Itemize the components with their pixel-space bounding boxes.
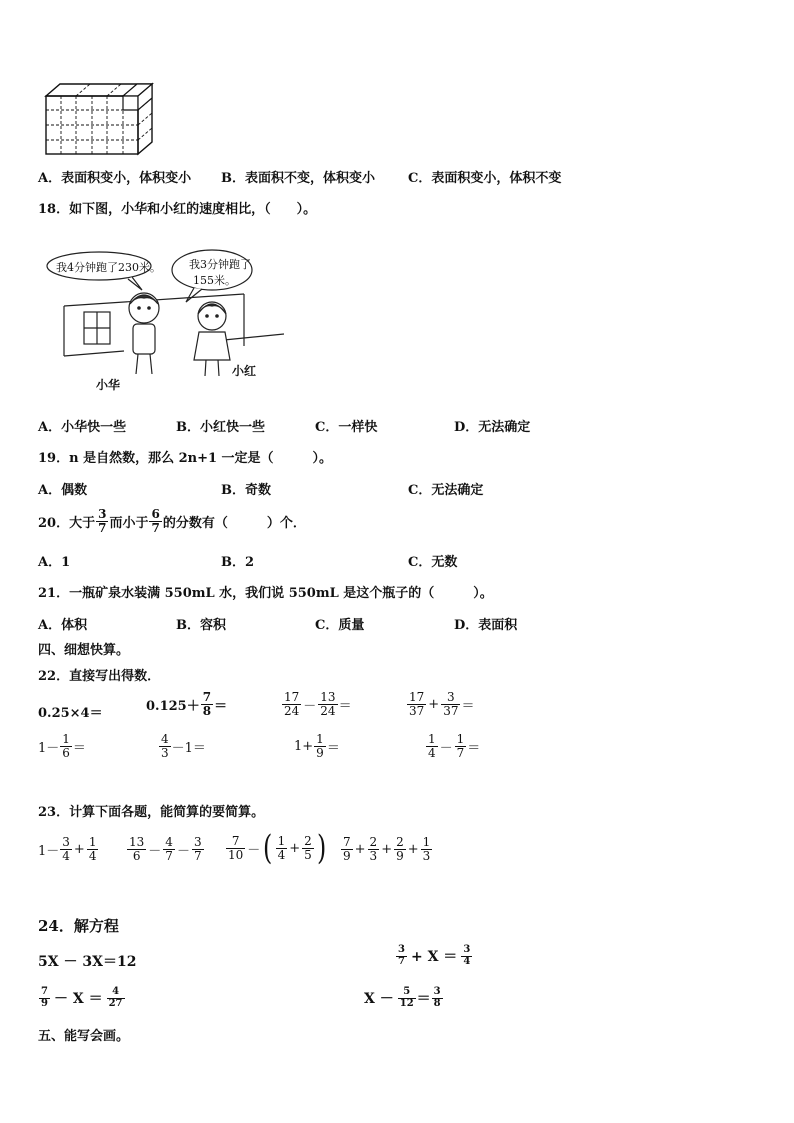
q19-stem: 19．n 是自然数，那么 2n+1 一定是（ ）。	[38, 451, 333, 466]
q18-bubble-xiaohong-line1: 我3分钟跑了	[189, 258, 251, 271]
q17-option-a[interactable]: A．表面积变小，体积变小	[38, 171, 192, 186]
q19-option-b[interactable]: B．奇数	[221, 483, 271, 498]
q22-expr-1: 0.25×4＝	[38, 705, 103, 721]
q22-expr-8: $\frac{1}{4}$ － $\frac{1}{7}$ ＝	[428, 732, 481, 760]
q18-bubble-xiaohong-line2: 155米。	[193, 274, 236, 287]
q22-expr-7: 1+ $\frac{1}{9}$ ＝	[294, 732, 340, 760]
q23-expr-a: 1－ $\frac{3}{4}$ + $\frac{1}{4}$	[38, 835, 97, 863]
q19-option-c[interactable]: C．无法确定	[408, 483, 484, 498]
q20-option-c[interactable]: C．无数	[408, 555, 458, 570]
q18-label-xiaohua: 小华	[96, 378, 121, 392]
q23-expr-c: $\frac{7}{10}$ － ( $\frac{1}{4}$ + $\frac{2}{5}$ )	[228, 828, 327, 868]
q18-option-c[interactable]: C．一样快	[315, 420, 378, 435]
q17-option-c[interactable]: C．表面积变小，体积不变	[408, 171, 562, 186]
q21-stem: 21．一瓶矿泉水装满 550mL 水，我们说 550mL 是这个瓶子的（ ）。	[38, 586, 493, 601]
q20-fraction-lower: $\frac{3}{7}$	[98, 507, 107, 535]
q18-label-xiaohong: 小红	[232, 364, 257, 378]
q18-option-d[interactable]: D．无法确定	[454, 420, 531, 435]
q24-equation-3: $\frac{7}{9}$ － X ＝ $\frac{4}{27}$	[41, 986, 123, 1009]
q22-expr-4: $\frac{17}{37}$ + $\frac{3}{37}$ ＝	[409, 690, 475, 718]
q22-expr-5: 1－ $\frac{1}{6}$ ＝	[38, 732, 86, 760]
q21-option-c[interactable]: C．质量	[315, 618, 365, 633]
q20-prefix: 20．大于	[38, 515, 96, 531]
cuboid-figure	[44, 82, 154, 157]
q17-option-b[interactable]: B．表面积不变，体积变小	[221, 171, 375, 186]
q20-option-b[interactable]: B．2	[221, 555, 255, 570]
q22-expr-6: $\frac{4}{3}$ －1＝	[161, 732, 206, 760]
q23-stem: 23．计算下面各题，能简算的要简算。	[38, 805, 265, 820]
section-four-heading: 四、细想快算。	[38, 643, 130, 658]
q24-stem: 24．解方程	[38, 917, 119, 935]
q23-expr-d: $\frac{7}{9}$ + $\frac{2}{3}$ + $\frac{2}{9}$ + $\frac{1}{3}$	[343, 835, 431, 863]
q19-option-a[interactable]: A．偶数	[38, 483, 88, 498]
q24-equation-2: $\frac{3}{7}$ + X ＝ $\frac{3}{4}$	[398, 944, 471, 967]
q18-option-b[interactable]: B．小红快一些	[176, 420, 265, 435]
section-five-heading: 五、能写会画。	[38, 1029, 130, 1044]
q18-stem: 18．如下图，小华和小红的速度相比，（ ）。	[38, 202, 317, 217]
q22-stem: 22．直接写出得数．	[38, 669, 161, 684]
q22-expr-3: $\frac{17}{24}$ － $\frac{13}{24}$ ＝	[284, 690, 352, 718]
q24-equation-1: 5X － 3X＝12	[38, 954, 137, 970]
q20-fraction-upper: $\frac{6}{7}$	[151, 507, 160, 535]
q23-expr-b: $\frac{13}{6}$ － $\frac{4}{7}$ － $\frac{3}{7}$	[129, 835, 202, 863]
q24-equation-4: X － $\frac{5}{12}$ ＝ $\frac{3}{8}$	[364, 986, 441, 1009]
q21-option-a[interactable]: A．体积	[38, 618, 88, 633]
q20-option-a[interactable]: A．1	[38, 555, 71, 570]
q21-option-b[interactable]: B．容积	[176, 618, 226, 633]
q21-option-d[interactable]: D．表面积	[454, 618, 518, 633]
q18-option-a[interactable]: A．小华快一些	[38, 420, 127, 435]
q20-stem	[38, 508, 306, 534]
q22-expr-2: 0.125＋ $\frac{7}{8}$ ＝	[146, 690, 228, 718]
q20-middle: 而小于	[109, 515, 149, 531]
q18-bubble-xiaohua: 我4分钟跑了230米。	[56, 261, 161, 274]
q20-suffix: 的分数有（ ）个．	[162, 515, 306, 531]
